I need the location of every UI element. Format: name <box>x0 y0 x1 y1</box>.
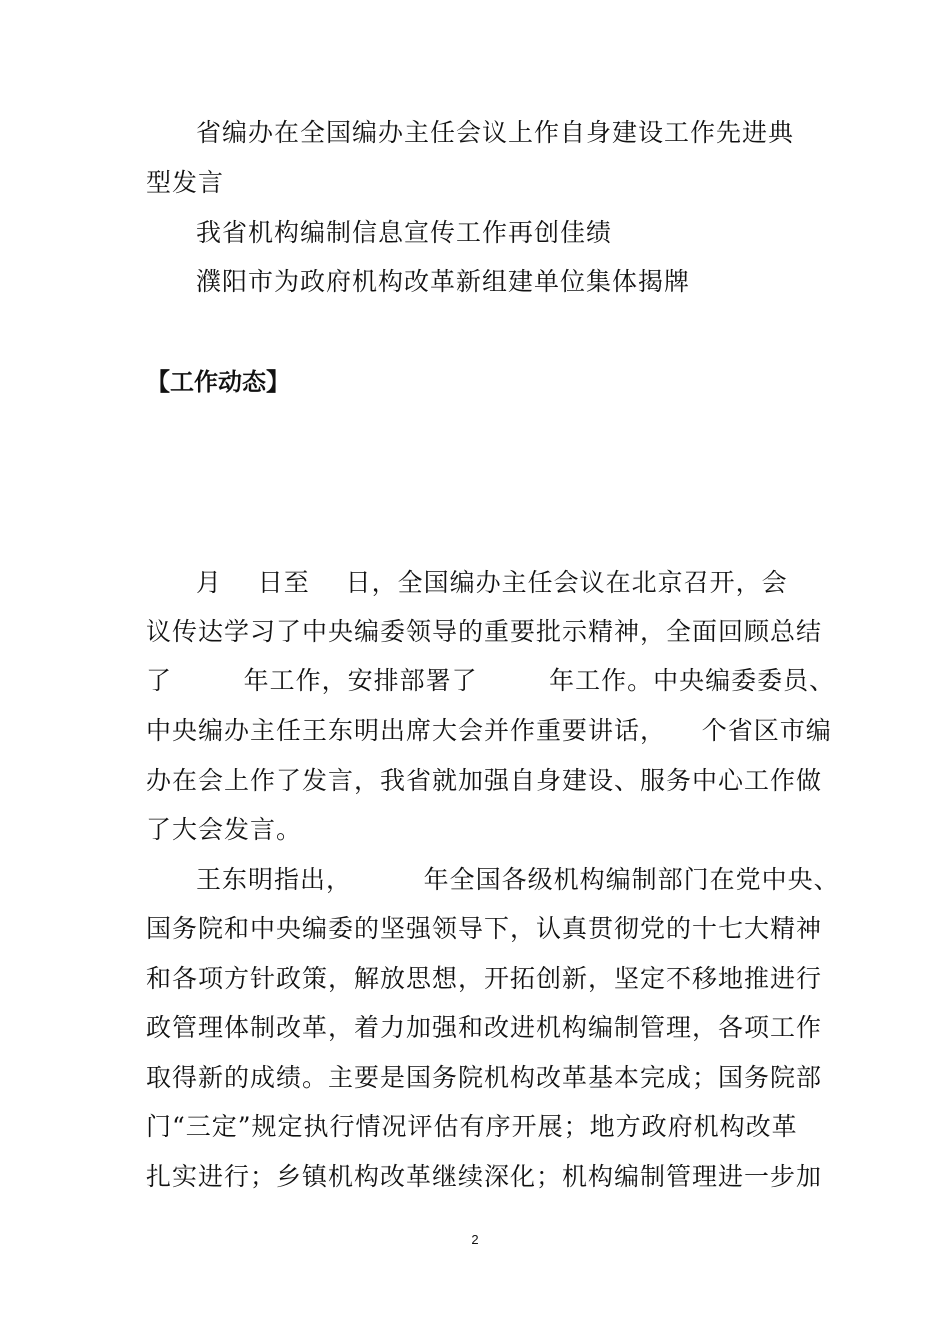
paragraph-2-line-3: 和各项方针政策，解放思想，开拓创新，坚定不移地推进行 <box>146 964 823 993</box>
paragraph-2-line-7: 扎实进行；乡镇机构改革继续深化；机构编制管理进一步加 <box>146 1162 823 1191</box>
paragraph-2-line-1: 王东明指出， 年全国各级机构编制部门在党中央、 <box>196 865 840 894</box>
paragraph-2-line-5: 取得新的成绩。主要是国务院机构改革基本完成；国务院部 <box>146 1063 823 1092</box>
paragraph-1-line-6: 了大会发言。 <box>146 815 303 844</box>
paragraph-2-line-6: 门“三定”规定执行情况评估有序开展；地方政府机构改革 <box>146 1112 798 1141</box>
paragraph-1-line-1: 月 日至 日，全国编办主任会议在北京召开，会 <box>196 568 788 597</box>
toc-item-2: 我省机构编制信息宣传工作再创佳绩 <box>196 218 613 247</box>
toc-item-3: 濮阳市为政府机构改革新组建单位集体揭牌 <box>196 267 691 296</box>
paragraph-1-line-4: 中央编办主任王东明出席大会并作重要讲话， 个省区市编 <box>146 716 832 745</box>
toc-item-1-line-1: 省编办在全国编办主任会议上作自身建设工作先进典 <box>196 118 795 147</box>
paragraph-1-line-2: 议传达学习了中央编委领导的重要批示精神，全面回顾总结 <box>146 617 823 646</box>
paragraph-2-line-2: 国务院和中央编委的坚强领导下，认真贯彻党的十七大精神 <box>146 914 823 943</box>
paragraph-1-line-3: 了 年工作，安排部署了 年工作。中央编委委员、 <box>146 666 836 695</box>
section-heading: 【工作动态】 <box>146 368 290 396</box>
page-number: 2 <box>471 1232 479 1247</box>
paragraph-2-line-4: 政管理体制改革，着力加强和改进机构编制管理，各项工作 <box>146 1013 823 1042</box>
paragraph-1-line-5: 办在会上作了发言，我省就加强自身建设、服务中心工作做 <box>146 766 823 795</box>
toc-item-1-line-2: 型发言 <box>146 168 225 197</box>
